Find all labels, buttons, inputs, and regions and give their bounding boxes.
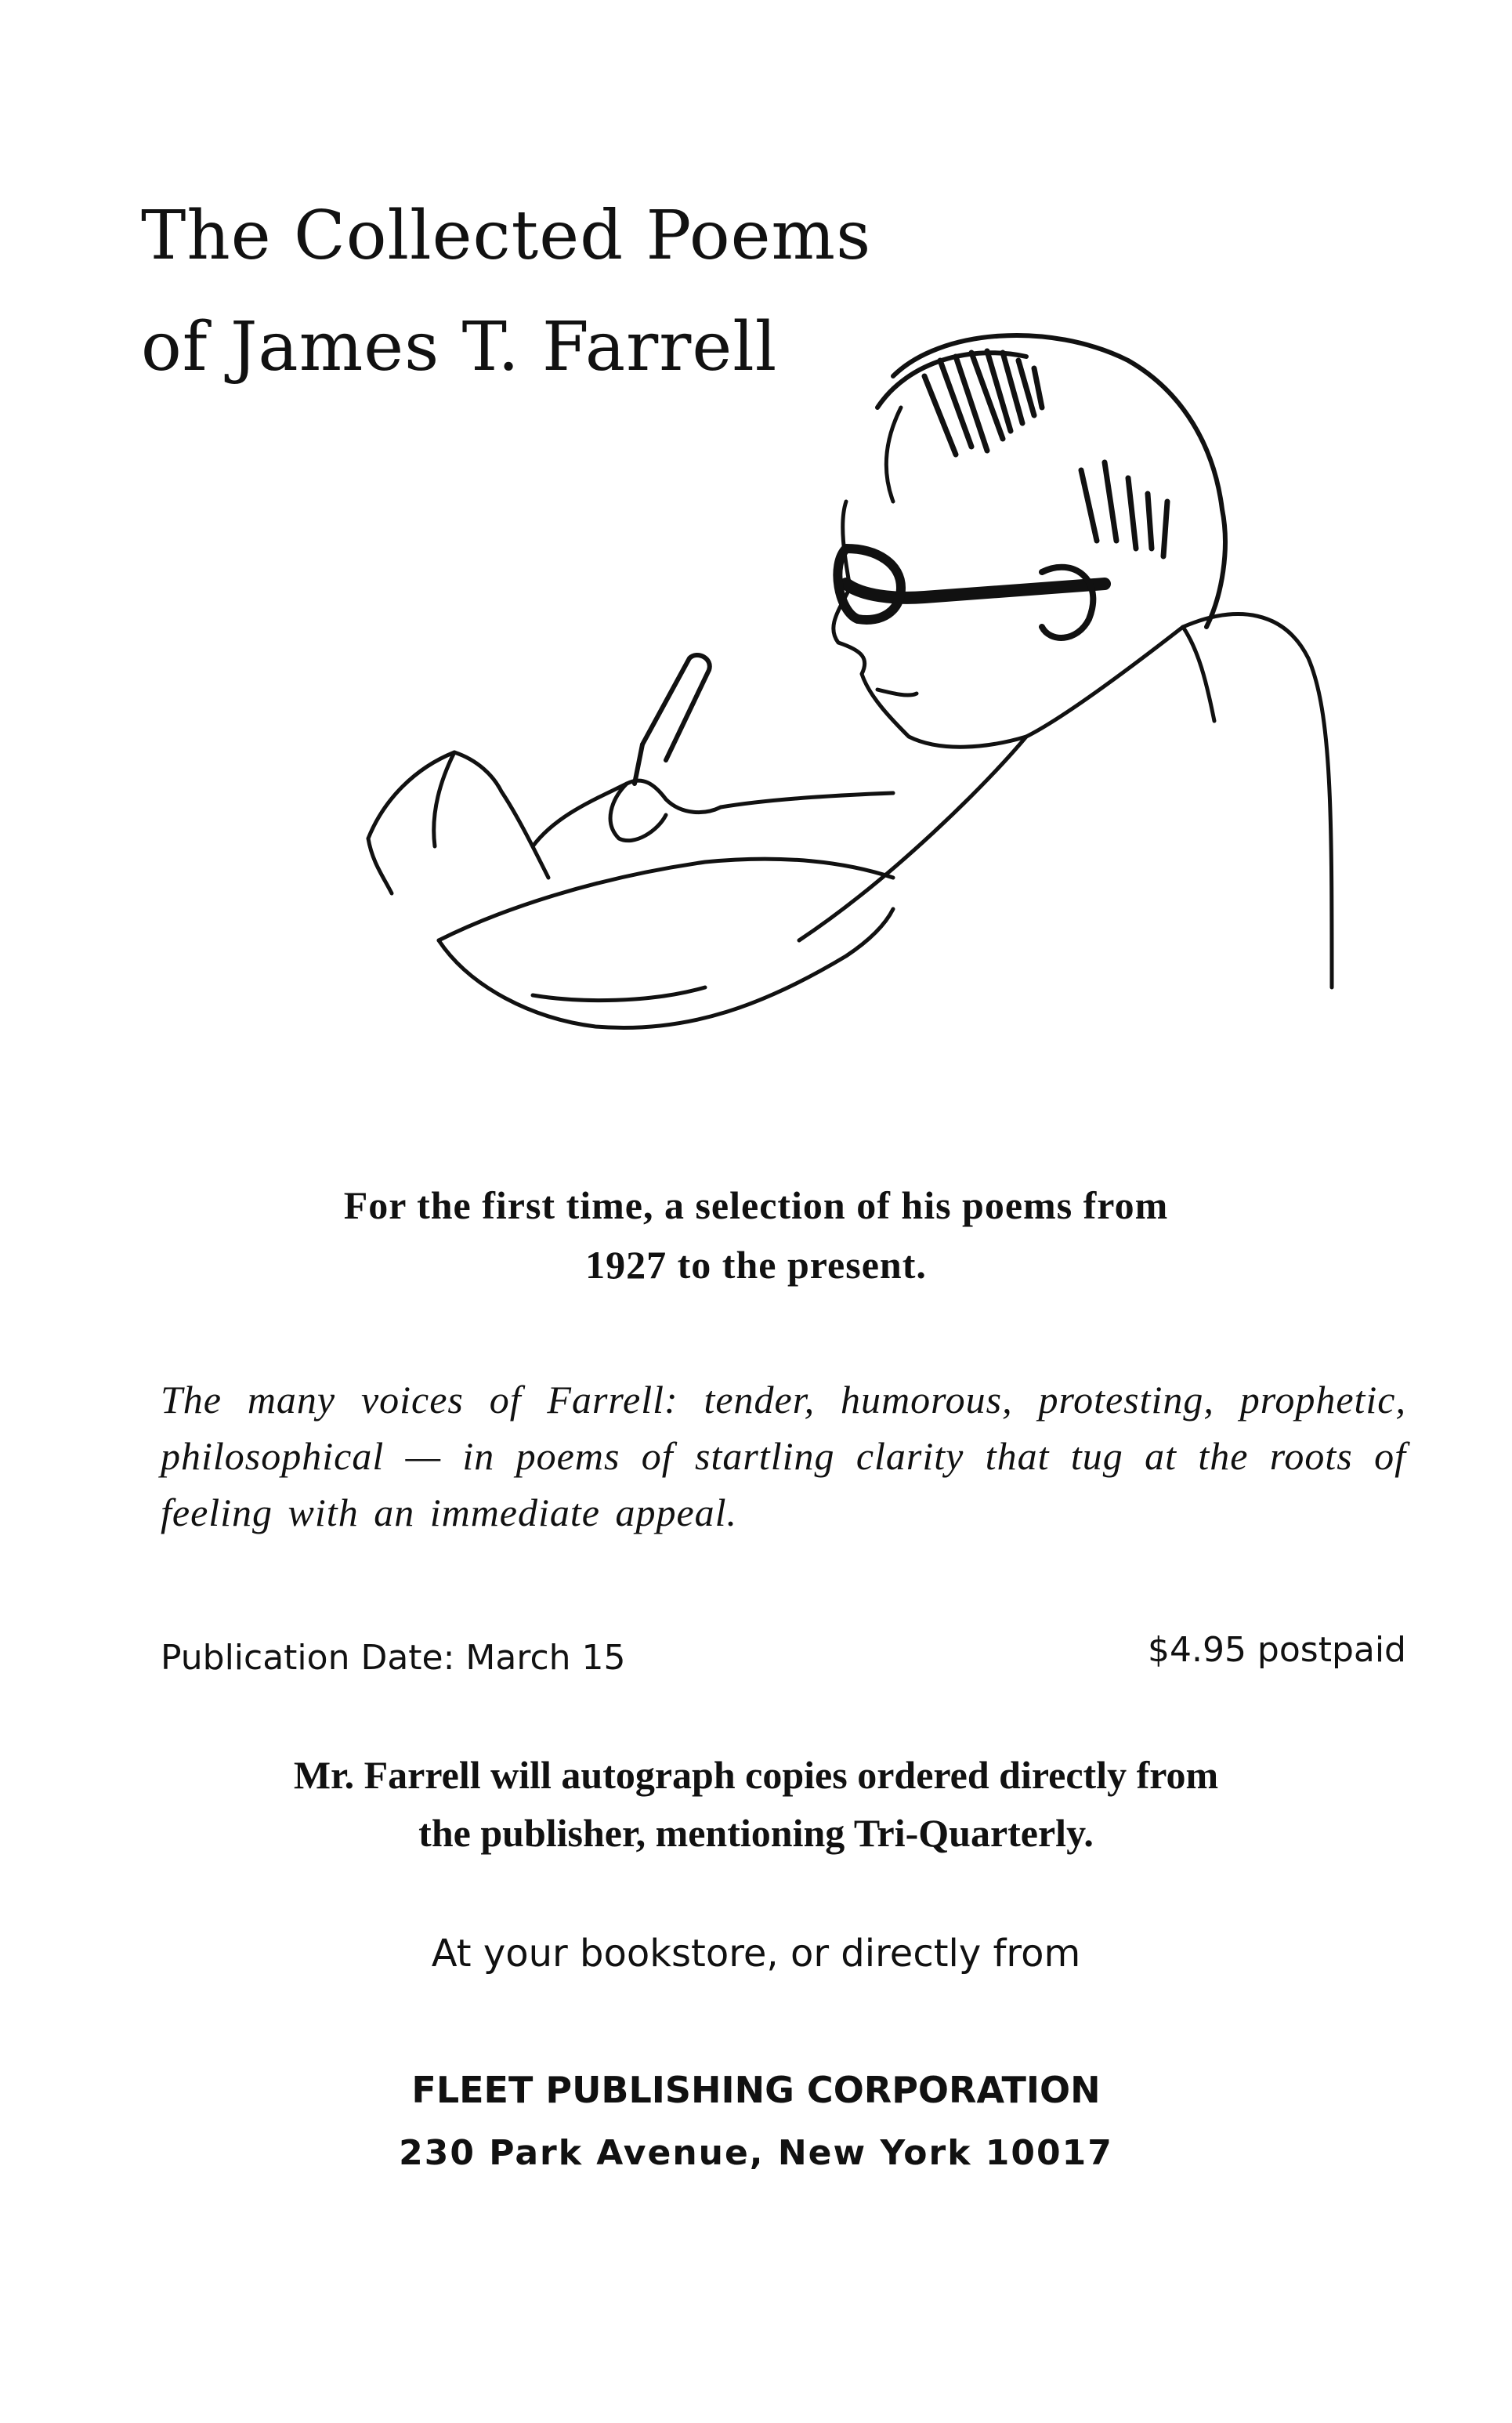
bookstore-line: At your bookstore, or directly from (431, 1932, 1081, 1976)
glasses (837, 549, 1105, 620)
price: $4.95 postpaid (1147, 1630, 1406, 1670)
ear (1042, 567, 1093, 638)
lead-line-1: For the first time, a selection of his poems from (343, 1183, 1169, 1227)
autograph-note (235, 1746, 1277, 1862)
face (834, 407, 1026, 747)
blurb-paragraph: The many voices of Farrell: tender, humorous, protesting, prophetic, philosophical — in poems of startling clarity that tug at the roots of feeling with an immediate appeal. (161, 1378, 1406, 1534)
publisher-address: 230 Park Avenue, New York 10017 (399, 2133, 1113, 2173)
hand (533, 781, 893, 846)
pen (635, 655, 710, 784)
publisher-name: FLEET PUBLISHING CORPORATION (411, 2069, 1101, 2111)
sleeve (439, 859, 893, 1027)
author-sketch-icon (298, 313, 1410, 1144)
title-line-1: The Collected Poems (141, 197, 872, 275)
lead-paragraph (235, 1175, 1277, 1295)
autograph-line-2: the publisher, mentioning Tri-Quarterly. (418, 1811, 1094, 1855)
paper (368, 752, 548, 893)
hair-hatching (924, 351, 1167, 556)
publication-row (161, 1630, 1406, 1693)
publication-date: Publication Date: March 15 (161, 1638, 626, 1678)
autograph-line-1: Mr. Farrell will autograph copies ordered directly from (293, 1753, 1219, 1797)
title-line-2: of James T. Farrell (141, 308, 778, 386)
lead-line-2: 1927 to the present. (585, 1243, 927, 1287)
